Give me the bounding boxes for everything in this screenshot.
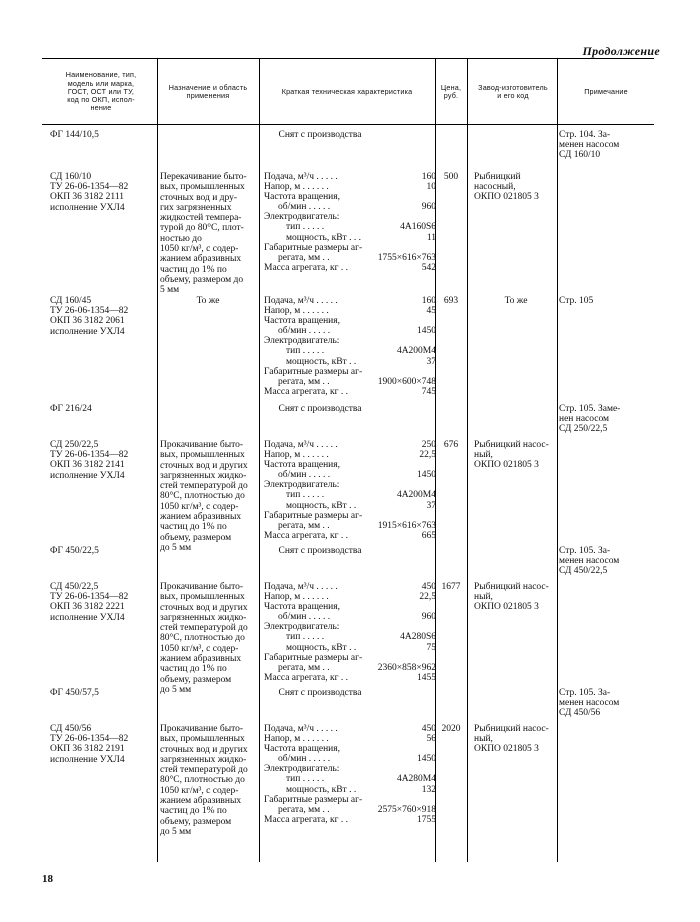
spec-line (264, 172, 436, 182)
technical-specs (264, 172, 436, 273)
spec-label: тип . . . . . (286, 490, 325, 501)
spec-value: 4А200М4 (396, 346, 436, 357)
discontinued-status: Снят с производства (278, 404, 362, 414)
spec-label: мощность, кВт . . (286, 356, 357, 367)
manufacturer: Рыбницкий насос- ный, ОКПО 021805 3 (474, 724, 549, 755)
spec-line (264, 316, 436, 326)
spec-value: 542 (421, 262, 436, 273)
spec-line (264, 480, 436, 490)
spec-label: Частота вращения, (264, 316, 341, 327)
spec-label: об/мин . . . . . (278, 326, 331, 337)
spec-line (264, 346, 436, 356)
spec-label: Частота вращения, (264, 460, 341, 471)
spec-label: мощность, кВт . . (286, 642, 357, 653)
purpose-text: Прокачивание быто- вых, промышленных сточных вод и других загрязненных жидко- стей температурой до 80°С, плотностью до 1050 кг/м³, с содер- жанием абразивных частиц до 1% по объему, размером до 5 мм (160, 582, 248, 695)
spec-label: Электродвигатель: (264, 212, 340, 223)
spec-label: Габаритные размеры аг- (264, 366, 363, 377)
spec-label: об/мин . . . . . (278, 612, 331, 623)
spec-line (264, 233, 436, 243)
spec-label: Электродвигатель: (264, 480, 340, 491)
spec-value: 4А280S6 (400, 632, 436, 643)
spec-line (264, 734, 436, 744)
spec-value: 2575×760×918 (377, 804, 436, 815)
spec-label: Габаритные размеры аг- (264, 510, 363, 521)
spec-line (264, 182, 436, 192)
spec-line (264, 511, 436, 521)
product-name: ФГ 144/10,5 (50, 130, 99, 140)
spec-value: 22,5 (419, 592, 436, 603)
note: Стр. 105. За- менен насосом СД 450/56 (559, 688, 620, 719)
spec-label: Подача, м³/ч . . . . . (264, 172, 338, 182)
spec-value: 132 (421, 784, 436, 795)
spec-line (264, 815, 436, 825)
spec-label: тип . . . . . (286, 346, 325, 357)
spec-label: тип . . . . . (286, 222, 325, 233)
spec-label: Габаритные размеры аг- (264, 794, 363, 805)
spec-value: 11 (426, 232, 436, 243)
spec-label: Масса агрегата, кг . . (264, 672, 348, 683)
spec-label: регата, мм . . (278, 804, 330, 815)
purpose-text: Перекачивание быто- вых, промышленных сточных вод и дру- гих загрязненных жидкостей темпера- турой до 80°С, плот- ностью до 1050 кг/м³, с содер- жанием абразивных частиц до 1% по объему, размером до 5 мм (160, 172, 247, 296)
spec-line (264, 192, 436, 202)
spec-line (264, 673, 436, 683)
spec-line (264, 263, 436, 273)
spec-line (264, 582, 436, 592)
spec-label: Электродвигатель: (264, 622, 340, 633)
spec-line (264, 774, 436, 784)
spec-line (264, 754, 436, 764)
spec-label: Масса агрегата, кг . . (264, 386, 348, 397)
table-top-rule (42, 58, 654, 59)
spec-label: об/мин . . . . . (278, 202, 331, 213)
spec-label: мощность, кВт . . (286, 784, 357, 795)
spec-line (264, 306, 436, 316)
purpose-text: Прокачивание быто- вых, промышленных сточных вод и других загрязненных жидко- стей температурой до 80°С, плотностью до 1050 кг/м³, с содер- жанием абразивных частиц до 1% по объему, размером до 5 мм (160, 440, 248, 553)
spec-value: 250 (421, 440, 436, 450)
price: 676 (443, 440, 459, 450)
spec-value: 2360×858×962 (377, 662, 436, 673)
spec-line (264, 470, 436, 480)
technical-specs (264, 440, 436, 541)
spec-label: регата, мм . . (278, 376, 330, 387)
spec-line (264, 253, 436, 263)
spec-line (264, 296, 436, 306)
spec-line (264, 602, 436, 612)
spec-line (264, 440, 436, 450)
price: 1677 (441, 582, 461, 592)
spec-line (264, 490, 436, 500)
spec-label: Масса агрегата, кг . . (264, 530, 348, 541)
spec-line (264, 653, 436, 663)
discontinued-status: Снят с производства (278, 688, 362, 698)
product-name: СД 450/22,5 ТУ 26-06-1354—82 ОКП 36 3182 2221 исполнение УХЛ4 (50, 582, 129, 623)
purpose-text: То же (196, 296, 220, 306)
column-header-purpose: Назначение и область применения (168, 82, 248, 100)
spec-label: регата, мм . . (278, 520, 330, 531)
spec-line (264, 663, 436, 673)
manufacturer: Рыбницкий насос- ный, ОКПО 021805 3 (474, 582, 549, 613)
column-header-maker: Завод-изготовитель и его код (478, 82, 548, 100)
purpose-text: Прокачивание быто- вых, промышленных сточных вод и других загрязненных жидко- стей температурой до 80°С, плотностью до 1050 кг/м³, с содер- жанием абразивных частиц до 1% по объему, размером до 5 мм (160, 724, 248, 837)
product-name: СД 160/45 ТУ 26-06-1354—82 ОКП 36 3182 2061 исполнение УХЛ4 (50, 296, 129, 337)
price: 2020 (441, 724, 461, 734)
manufacturer: То же (504, 296, 528, 306)
product-name: ФГ 450/22,5 (50, 546, 99, 556)
spec-value: 960 (421, 612, 436, 623)
spec-line (264, 643, 436, 653)
spec-value: 1915×616×763 (377, 520, 436, 531)
spec-line (264, 222, 436, 232)
spec-label: тип . . . . . (286, 632, 325, 643)
spec-label: Габаритные размеры аг- (264, 242, 363, 253)
spec-value: 1900×600×748 (377, 376, 436, 387)
spec-line (264, 785, 436, 795)
spec-value: 75 (426, 642, 436, 653)
spec-value: 22,5 (419, 450, 436, 461)
spec-value: 37 (426, 356, 436, 367)
spec-label: Подача, м³/ч . . . . . (264, 582, 338, 592)
spec-label: регата, мм . . (278, 662, 330, 673)
spec-line (264, 744, 436, 754)
spec-line (264, 326, 436, 336)
spec-line (264, 805, 436, 815)
spec-line (264, 592, 436, 602)
manufacturer: Рыбницкий насос- ный, ОКПО 021805 3 (474, 440, 549, 471)
spec-value: 37 (426, 500, 436, 511)
note: Стр. 105 (559, 296, 594, 306)
page-number: 18 (42, 873, 53, 885)
column-header-name: Наименование, тип, модель или марка, ГОСТ, ОСТ или ТУ, код по ОКП, испол- нение (65, 70, 137, 113)
spec-value: 1455 (417, 672, 436, 683)
spec-value: 1450 (417, 470, 436, 481)
technical-specs (264, 582, 436, 683)
column-header-specs: Краткая техническая характеристика (281, 86, 413, 96)
spec-value: 10 (426, 182, 436, 193)
spec-value: 56 (426, 734, 436, 745)
header-bottom-rule (42, 124, 654, 125)
spec-label: Частота вращения, (264, 744, 341, 755)
discontinued-status: Снят с производства (278, 130, 362, 140)
spec-label: мощность, кВт . . . (286, 232, 361, 243)
spec-line (264, 212, 436, 222)
spec-label: Масса агрегата, кг . . (264, 262, 348, 273)
spec-value: 1755 (417, 814, 436, 825)
spec-line (264, 243, 436, 253)
spec-value: 450 (421, 582, 436, 592)
spec-value: 450 (421, 724, 436, 734)
spec-label: Напор, м . . . . . . (264, 734, 329, 745)
spec-label: Подача, м³/ч . . . . . (264, 296, 338, 306)
spec-line (264, 724, 436, 734)
spec-label: об/мин . . . . . (278, 470, 331, 481)
spec-label: мощность, кВт . . (286, 500, 357, 511)
spec-line (264, 764, 436, 774)
spec-value: 745 (421, 386, 436, 397)
product-name: ФГ 216/24 (50, 404, 92, 414)
spec-line (264, 357, 436, 367)
spec-line (264, 377, 436, 387)
spec-line (264, 450, 436, 460)
product-name: СД 250/22,5 ТУ 26-06-1354—82 ОКП 36 3182 2141 исполнение УХЛ4 (50, 440, 129, 481)
manufacturer: Рыбницкий насосный, ОКПО 021805 3 (474, 172, 539, 203)
spec-label: Габаритные размеры аг- (264, 652, 363, 663)
spec-line (264, 460, 436, 470)
spec-value: 1450 (417, 754, 436, 765)
spec-label: об/мин . . . . . (278, 754, 331, 765)
spec-line (264, 622, 436, 632)
spec-value: 665 (421, 530, 436, 541)
spec-line (264, 612, 436, 622)
product-name: СД 160/10 ТУ 26-06-1354—82 ОКП 36 3182 2111 исполнение УХЛ4 (50, 172, 129, 213)
spec-value: 4А160S6 (400, 222, 436, 233)
spec-label: Электродвигатель: (264, 764, 340, 775)
column-divider (259, 58, 260, 862)
spec-line (264, 501, 436, 511)
spec-label: Масса агрегата, кг . . (264, 814, 348, 825)
spec-value: 45 (426, 306, 436, 317)
spec-label: Частота вращения, (264, 602, 341, 613)
column-divider (467, 58, 468, 862)
product-name: СД 450/56 ТУ 26-06-1354—82 ОКП 36 3182 2191 исполнение УХЛ4 (50, 724, 129, 765)
spec-label: Электродвигатель: (264, 336, 340, 347)
spec-line (264, 367, 436, 377)
spec-label: Подача, м³/ч . . . . . (264, 724, 338, 734)
spec-label: регата, мм . . (278, 252, 330, 263)
spec-line (264, 531, 436, 541)
technical-specs (264, 296, 436, 397)
spec-value: 1755×616×763 (377, 252, 436, 263)
column-header-note: Примечание (584, 86, 628, 96)
product-name: ФГ 450/57,5 (50, 688, 99, 698)
spec-value: 4А200М4 (396, 490, 436, 501)
spec-value: 160 (421, 172, 436, 182)
spec-label: Напор, м . . . . . . (264, 450, 329, 461)
spec-value: 960 (421, 202, 436, 213)
spec-line (264, 202, 436, 212)
spec-value: 160 (421, 296, 436, 306)
price: 693 (443, 296, 459, 306)
spec-label: Напор, м . . . . . . (264, 306, 329, 317)
price: 500 (443, 172, 459, 182)
technical-specs (264, 724, 436, 825)
continuation-label: Продолжение (582, 44, 660, 58)
spec-line (264, 336, 436, 346)
spec-label: Напор, м . . . . . . (264, 592, 329, 603)
spec-label: Подача, м³/ч . . . . . (264, 440, 338, 450)
column-header-price: Цена, руб. (440, 82, 462, 100)
spec-label: тип . . . . . (286, 774, 325, 785)
spec-label: Частота вращения, (264, 192, 341, 203)
note: Стр. 105. Заме- нен насосом СД 250/22,5 (559, 404, 621, 435)
note: Стр. 104. За- менен насосом СД 160/10 (559, 130, 620, 161)
note: Стр. 105. За- менен насосом СД 450/22,5 (559, 546, 620, 577)
spec-value: 1450 (417, 326, 436, 337)
discontinued-status: Снят с производства (278, 546, 362, 556)
spec-line (264, 795, 436, 805)
spec-line (264, 632, 436, 642)
spec-value: 4А280М4 (396, 774, 436, 785)
spec-line (264, 521, 436, 531)
spec-line (264, 387, 436, 397)
spec-label: Напор, м . . . . . . (264, 182, 329, 193)
